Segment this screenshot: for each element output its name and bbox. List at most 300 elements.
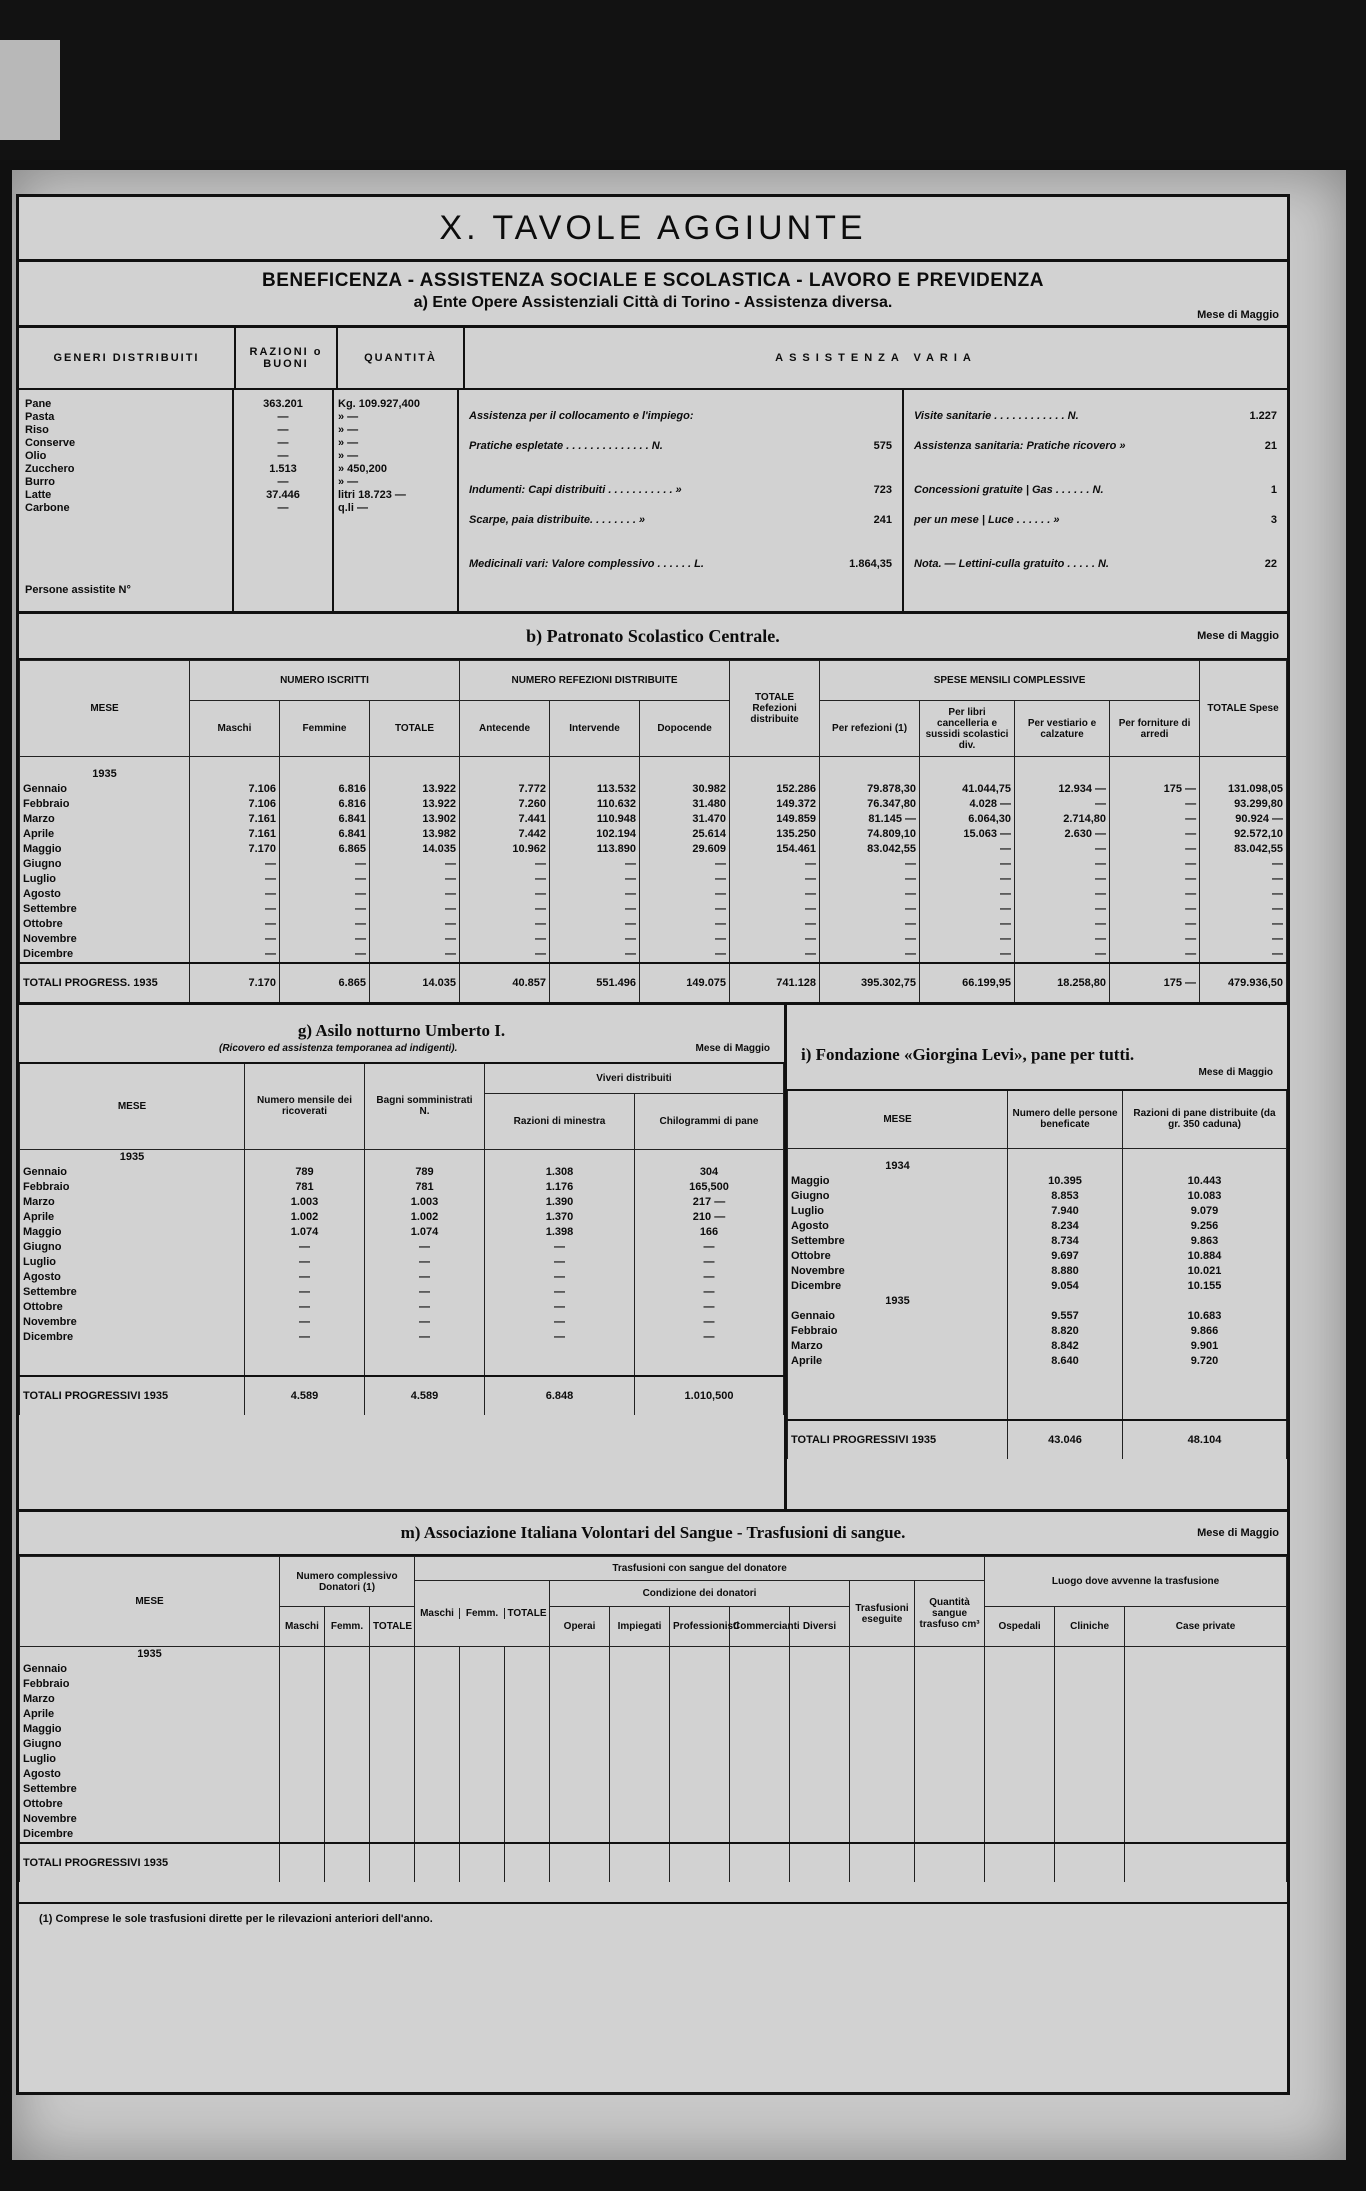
footnote: (1) Comprese le sole trasfusioni dirette per le rilevazioni anteriori dell'anno. xyxy=(19,1902,1287,1932)
b-cell: — xyxy=(730,932,820,947)
i-spacer-row xyxy=(788,1409,1287,1420)
table-row xyxy=(788,1189,1287,1204)
table-row xyxy=(20,1797,1287,1812)
i-month: Settembre xyxy=(788,1234,1008,1249)
m-cell xyxy=(460,1797,505,1812)
b-cell: — xyxy=(1015,872,1110,887)
b-cell: — xyxy=(820,947,920,963)
page-title: X. TAVOLE AGGIUNTE xyxy=(439,208,867,247)
m-cell xyxy=(915,1662,985,1677)
g-cell: — xyxy=(245,1270,365,1285)
b-cell: — xyxy=(820,857,920,872)
b-cell: — xyxy=(730,887,820,902)
m-cell xyxy=(370,1752,415,1767)
m-cell xyxy=(915,1707,985,1722)
m-cell xyxy=(985,1782,1055,1797)
m-cell xyxy=(730,1767,790,1782)
g-month: Agosto xyxy=(20,1270,245,1285)
b-cell: 13.922 xyxy=(370,797,460,812)
table-row xyxy=(788,1174,1287,1189)
m-cell xyxy=(550,1662,610,1677)
m-cell xyxy=(790,1767,850,1782)
i-cell: 10.083 xyxy=(1123,1189,1287,1204)
col-assistenza-header: ASSISTENZA VARIA xyxy=(775,352,977,364)
m-cell xyxy=(325,1722,370,1737)
b-cell: — xyxy=(280,902,370,917)
m-cell xyxy=(730,1752,790,1767)
m-cond-sub: Professionisti xyxy=(670,1607,730,1647)
m-cell xyxy=(610,1782,670,1797)
table-row xyxy=(20,812,1287,827)
m-total xyxy=(730,1843,790,1882)
b-cell: — xyxy=(1110,947,1200,963)
m-cell xyxy=(415,1767,460,1782)
razioni-value: — xyxy=(277,424,289,436)
m-cell xyxy=(550,1797,610,1812)
m-cond-sub: Diversi xyxy=(790,1607,850,1647)
b-cell: — xyxy=(460,917,550,932)
b-spacer-cell xyxy=(280,757,370,768)
b-cell: 102.194 xyxy=(550,827,640,842)
g-cell: 1.308 xyxy=(485,1165,635,1180)
b-cell: — xyxy=(370,947,460,963)
m-empty-cell xyxy=(610,1647,670,1663)
b-cell: — xyxy=(820,887,920,902)
m-cell xyxy=(550,1737,610,1752)
m-cell xyxy=(790,1752,850,1767)
m-cell xyxy=(505,1662,550,1677)
m-total xyxy=(370,1843,415,1882)
i-cell: 9.256 xyxy=(1123,1219,1287,1234)
document-sheet xyxy=(16,194,1290,2095)
m-h-donatori: Numero complessivo Donatori (1) xyxy=(280,1557,415,1607)
m-cell xyxy=(280,1707,325,1722)
i-cell: 9.720 xyxy=(1123,1354,1287,1369)
m-cell xyxy=(370,1797,415,1812)
i-cell: 9.863 xyxy=(1123,1234,1287,1249)
m-cell xyxy=(670,1812,730,1827)
i-year-row xyxy=(788,1294,1287,1309)
i-month: Aprile xyxy=(788,1354,1008,1369)
m-cell xyxy=(915,1797,985,1812)
i-empty-cell xyxy=(1008,1294,1123,1309)
b-h-totale-ref: TOTALE Refezioni distribuite xyxy=(730,661,820,757)
m-cell xyxy=(415,1812,460,1827)
b-total: 551.496 xyxy=(550,963,640,1002)
m-cell xyxy=(850,1797,915,1812)
m-cell xyxy=(670,1737,730,1752)
m-month: Aprile xyxy=(20,1707,280,1722)
razioni-value: 363.201 xyxy=(263,398,303,410)
i-cell: 8.234 xyxy=(1008,1219,1123,1234)
b-total: 175 — xyxy=(1110,963,1200,1002)
m-cell xyxy=(460,1707,505,1722)
col-razioni-header: RAZIONI o BUONI xyxy=(236,328,338,388)
m-empty-cell xyxy=(280,1647,325,1663)
quantita-value: » — xyxy=(338,424,359,436)
b-cell: 7.441 xyxy=(460,812,550,827)
b-cell: 110.948 xyxy=(550,812,640,827)
header-month: Mese di Maggio xyxy=(1197,309,1279,321)
i-cell: 8.880 xyxy=(1008,1264,1123,1279)
b-cell: 152.286 xyxy=(730,782,820,797)
b-h-iscritti: NUMERO ISCRITTI xyxy=(190,661,460,701)
g-cell: 1.398 xyxy=(485,1225,635,1240)
b-cell: — xyxy=(370,857,460,872)
m-empty-cell xyxy=(415,1647,460,1663)
b-cell: 31.480 xyxy=(640,797,730,812)
b-cell: — xyxy=(920,857,1015,872)
m-cell xyxy=(550,1767,610,1782)
b-cell: — xyxy=(1110,797,1200,812)
m-cell xyxy=(280,1677,325,1692)
i-spacer-cell xyxy=(788,1389,1008,1399)
b-cell: — xyxy=(730,917,820,932)
assistenza-line xyxy=(914,482,1277,498)
section-m-title: m) Associazione Italiana Volontari del Sangue - Trasfusioni di sangue. xyxy=(400,1523,906,1542)
table-row xyxy=(20,917,1287,932)
g-cell: — xyxy=(485,1255,635,1270)
table-row xyxy=(20,1210,784,1225)
section-g-subtitle: (Ricovero ed assistenza temporanea ad indigenti). xyxy=(219,1043,458,1054)
g-cell: — xyxy=(365,1255,485,1270)
table-row xyxy=(788,1219,1287,1234)
b-cell: 6.841 xyxy=(280,812,370,827)
b-total: 6.865 xyxy=(280,963,370,1002)
table-row xyxy=(20,1752,1287,1767)
m-cell xyxy=(550,1677,610,1692)
section-m-title-row xyxy=(19,1512,1287,1556)
i-cell: 10.443 xyxy=(1123,1174,1287,1189)
m-donatori-sub: TOTALE xyxy=(370,1607,415,1647)
assistenza-label: Nota. — Lettini-culla gratuito . . . . . N. xyxy=(914,558,1109,570)
m-cell xyxy=(415,1782,460,1797)
m-tras-sub: Femm. xyxy=(460,1608,505,1619)
i-month: Febbraio xyxy=(788,1324,1008,1339)
g-spacer-cell xyxy=(635,1365,784,1376)
b-cell: — xyxy=(640,932,730,947)
m-cell xyxy=(985,1662,1055,1677)
m-cell xyxy=(1055,1662,1125,1677)
b-cell: — xyxy=(920,842,1015,857)
g-cell: — xyxy=(245,1240,365,1255)
m-cell xyxy=(325,1662,370,1677)
m-cell xyxy=(985,1767,1055,1782)
assistenza-line xyxy=(469,512,892,528)
i-cell: 10.884 xyxy=(1123,1249,1287,1264)
b-cell: — xyxy=(190,872,280,887)
section-g-table xyxy=(19,1062,784,1415)
b-spacer-cell xyxy=(1015,757,1110,768)
b-empty-cell xyxy=(820,767,920,782)
g-cell: — xyxy=(365,1285,485,1300)
b-cell: 74.809,10 xyxy=(820,827,920,842)
m-cell xyxy=(985,1707,1055,1722)
m-cell xyxy=(505,1692,550,1707)
m-cell xyxy=(1055,1767,1125,1782)
b-cell: 2.714,80 xyxy=(1015,812,1110,827)
spacer xyxy=(914,528,1277,542)
section-i-title: i) Fondazione «Giorgina Levi», pane per tutti. xyxy=(801,1045,1135,1064)
m-total xyxy=(985,1843,1055,1882)
m-month: Gennaio xyxy=(20,1662,280,1677)
m-cell xyxy=(460,1722,505,1737)
quantita-value: » — xyxy=(338,450,359,462)
m-cell xyxy=(985,1677,1055,1692)
b-cell: 6.816 xyxy=(280,797,370,812)
i-cell: 9.557 xyxy=(1008,1309,1123,1324)
m-cell xyxy=(370,1782,415,1797)
assistenza-left-column xyxy=(459,390,904,611)
genere-item: Pasta xyxy=(25,411,55,423)
m-cell xyxy=(1125,1752,1287,1767)
table-row xyxy=(788,1204,1287,1219)
b-cell: 131.098,05 xyxy=(1200,782,1287,797)
m-h-trasf-cc: Trasfusioni eseguite xyxy=(850,1581,915,1647)
assistenza-line xyxy=(469,556,892,572)
assistenza-line xyxy=(914,556,1277,572)
m-cond-sub: Commercianti xyxy=(730,1607,790,1647)
g-h-mese: MESE xyxy=(20,1063,245,1149)
table-row xyxy=(20,1782,1287,1797)
m-total xyxy=(1055,1843,1125,1882)
g-cell: 1.074 xyxy=(365,1225,485,1240)
m-luogo-sub: Cliniche xyxy=(1055,1607,1125,1647)
m-cell xyxy=(370,1827,415,1843)
assistenza-label: Assistenza sanitaria: Pratiche ricovero » xyxy=(914,440,1126,452)
g-spacer-row xyxy=(20,1365,784,1376)
g-spacer-cell xyxy=(245,1345,365,1355)
m-cell xyxy=(505,1797,550,1812)
table-row xyxy=(20,857,1287,872)
m-cell xyxy=(610,1662,670,1677)
b-empty-cell xyxy=(280,767,370,782)
i-spacer-cell xyxy=(1123,1369,1287,1379)
m-cell xyxy=(370,1677,415,1692)
razioni-value: — xyxy=(277,450,289,462)
table-row xyxy=(20,1662,1287,1677)
b-cell: 7.106 xyxy=(190,782,280,797)
b-cell: 7.161 xyxy=(190,812,280,827)
i-cell: 9.866 xyxy=(1123,1324,1287,1339)
b-cell: — xyxy=(550,947,640,963)
razioni-value: — xyxy=(277,411,289,423)
m-cell xyxy=(505,1752,550,1767)
m-cell xyxy=(670,1662,730,1677)
i-month: Novembre xyxy=(788,1264,1008,1279)
b-spacer-cell xyxy=(730,757,820,768)
b-cell: — xyxy=(920,932,1015,947)
m-cell xyxy=(325,1737,370,1752)
quantita-value: q.li — xyxy=(338,502,368,514)
genere-item: Conserve xyxy=(25,437,76,449)
i-spacer-cell xyxy=(1123,1148,1287,1159)
i-cell: 7.940 xyxy=(1008,1204,1123,1219)
b-cell: — xyxy=(820,932,920,947)
m-cell xyxy=(915,1737,985,1752)
m-month: Settembre xyxy=(20,1782,280,1797)
g-cell: 781 xyxy=(245,1180,365,1195)
g-cell: — xyxy=(635,1255,784,1270)
b-cell: — xyxy=(280,947,370,963)
b-spacer-cell xyxy=(1110,757,1200,768)
assistenza-line xyxy=(914,512,1277,528)
g-cell: 210 — xyxy=(635,1210,784,1225)
m-cell xyxy=(790,1782,850,1797)
m-month: Agosto xyxy=(20,1767,280,1782)
b-cell: — xyxy=(1015,902,1110,917)
g-cell: — xyxy=(245,1330,365,1345)
i-h-mese: MESE xyxy=(788,1090,1008,1148)
b-cell: — xyxy=(1015,947,1110,963)
b-cell: — xyxy=(280,917,370,932)
m-cell xyxy=(790,1797,850,1812)
m-cell xyxy=(415,1722,460,1737)
section-g-month: Mese di Maggio xyxy=(695,1043,770,1054)
i-total: 43.046 xyxy=(1008,1420,1123,1459)
m-cell xyxy=(730,1707,790,1722)
b-cell: — xyxy=(190,917,280,932)
m-cell xyxy=(370,1767,415,1782)
b-cell: — xyxy=(550,932,640,947)
b-cell: — xyxy=(460,887,550,902)
b-cell: — xyxy=(920,917,1015,932)
m-cell xyxy=(370,1707,415,1722)
genere-item: Latte xyxy=(25,489,52,501)
quantita-value: Kg. 109.927,400 xyxy=(338,398,420,410)
b-cell: 10.962 xyxy=(460,842,550,857)
m-cell xyxy=(370,1692,415,1707)
m-cell xyxy=(505,1782,550,1797)
i-cell: 8.640 xyxy=(1008,1354,1123,1369)
m-cell xyxy=(415,1677,460,1692)
m-cell xyxy=(1055,1782,1125,1797)
g-cell: — xyxy=(245,1315,365,1330)
assistenza-value: 1.864,35 xyxy=(849,558,892,570)
b-month: Dicembre xyxy=(20,947,190,963)
b-cell: — xyxy=(1015,887,1110,902)
assistenza-line xyxy=(469,482,892,498)
b-subheader: Per libri cancelleria e sussidi scolastici div. xyxy=(920,701,1015,757)
g-cell: — xyxy=(635,1270,784,1285)
m-cell xyxy=(1055,1797,1125,1812)
table-row xyxy=(20,1300,784,1315)
col-quantita-header: QUANTITÀ xyxy=(338,328,465,388)
g-cell: — xyxy=(485,1300,635,1315)
g-year-row xyxy=(20,1149,784,1165)
m-cell xyxy=(505,1827,550,1843)
m-empty-cell xyxy=(730,1647,790,1663)
section-i xyxy=(787,1005,1287,1509)
spacer xyxy=(469,572,892,586)
b-cell: — xyxy=(640,902,730,917)
m-empty-cell xyxy=(1125,1647,1287,1663)
m-cell xyxy=(460,1737,505,1752)
m-cell xyxy=(790,1662,850,1677)
g-month: Gennaio xyxy=(20,1165,245,1180)
m-cell xyxy=(460,1812,505,1827)
g-cell: 1.370 xyxy=(485,1210,635,1225)
i-spacer-cell xyxy=(1008,1399,1123,1409)
m-cell xyxy=(850,1812,915,1827)
m-cell xyxy=(370,1737,415,1752)
m-cell xyxy=(1125,1827,1287,1843)
b-subheader: Intervende xyxy=(550,701,640,757)
b-cell: 76.347,80 xyxy=(820,797,920,812)
m-cell xyxy=(850,1707,915,1722)
assistenza-label: Medicinali vari: Valore complessivo . . . . . . L. xyxy=(469,558,704,570)
g-cell: — xyxy=(485,1330,635,1345)
b-cell: — xyxy=(550,887,640,902)
m-cell xyxy=(505,1812,550,1827)
m-cell xyxy=(730,1797,790,1812)
m-cell xyxy=(610,1737,670,1752)
m-donatori-sub: Femm. xyxy=(325,1607,370,1647)
b-cell: — xyxy=(920,887,1015,902)
b-subheader: Per forniture di arredi xyxy=(1110,701,1200,757)
m-cell xyxy=(610,1752,670,1767)
b-cell: — xyxy=(640,872,730,887)
assistenza-right-column xyxy=(904,390,1287,611)
b-cell: — xyxy=(1015,857,1110,872)
m-cond-sub: Impiegati xyxy=(610,1607,670,1647)
m-cell xyxy=(505,1722,550,1737)
m-cell xyxy=(280,1797,325,1812)
i-spacer-cell xyxy=(1123,1379,1287,1389)
m-cell xyxy=(1055,1737,1125,1752)
g-cell: 1.390 xyxy=(485,1195,635,1210)
spacer xyxy=(469,528,892,542)
i-empty-cell xyxy=(1123,1159,1287,1174)
b-spacer-cell xyxy=(20,757,190,768)
b-empty-cell xyxy=(1015,767,1110,782)
b-cell: — xyxy=(920,872,1015,887)
b-spacer-cell xyxy=(370,757,460,768)
g-cell: — xyxy=(365,1315,485,1330)
b-empty-cell xyxy=(370,767,460,782)
m-cell xyxy=(985,1827,1055,1843)
g-spacer-cell xyxy=(365,1355,485,1365)
m-total xyxy=(670,1843,730,1882)
m-cell xyxy=(460,1677,505,1692)
table-row xyxy=(20,1240,784,1255)
g-cell: — xyxy=(485,1240,635,1255)
table-row xyxy=(20,947,1287,963)
b-cell: — xyxy=(640,887,730,902)
b-cell: 6.865 xyxy=(280,842,370,857)
b-cell: 6.816 xyxy=(280,782,370,797)
m-empty-cell xyxy=(915,1647,985,1663)
m-tras-sub: TOTALE xyxy=(507,1608,547,1619)
m-cell xyxy=(670,1782,730,1797)
b-spacer-cell xyxy=(820,757,920,768)
b-cell: 90.924 — xyxy=(1200,812,1287,827)
table-row xyxy=(788,1309,1287,1324)
b-empty-cell xyxy=(190,767,280,782)
m-cell xyxy=(505,1767,550,1782)
m-cell xyxy=(415,1827,460,1843)
b-h-totale-spese: TOTALE Spese xyxy=(1200,661,1287,757)
g-empty-cell xyxy=(245,1149,365,1165)
m-total xyxy=(325,1843,370,1882)
b-cell: 110.632 xyxy=(550,797,640,812)
m-h-luogo: Luogo dove avvenne la trasfusione xyxy=(985,1557,1287,1607)
g-cell: — xyxy=(635,1315,784,1330)
m-cell xyxy=(610,1722,670,1737)
g-spacer-row xyxy=(20,1355,784,1365)
i-spacer-cell xyxy=(1008,1389,1123,1399)
i-spacer-cell xyxy=(1123,1399,1287,1409)
